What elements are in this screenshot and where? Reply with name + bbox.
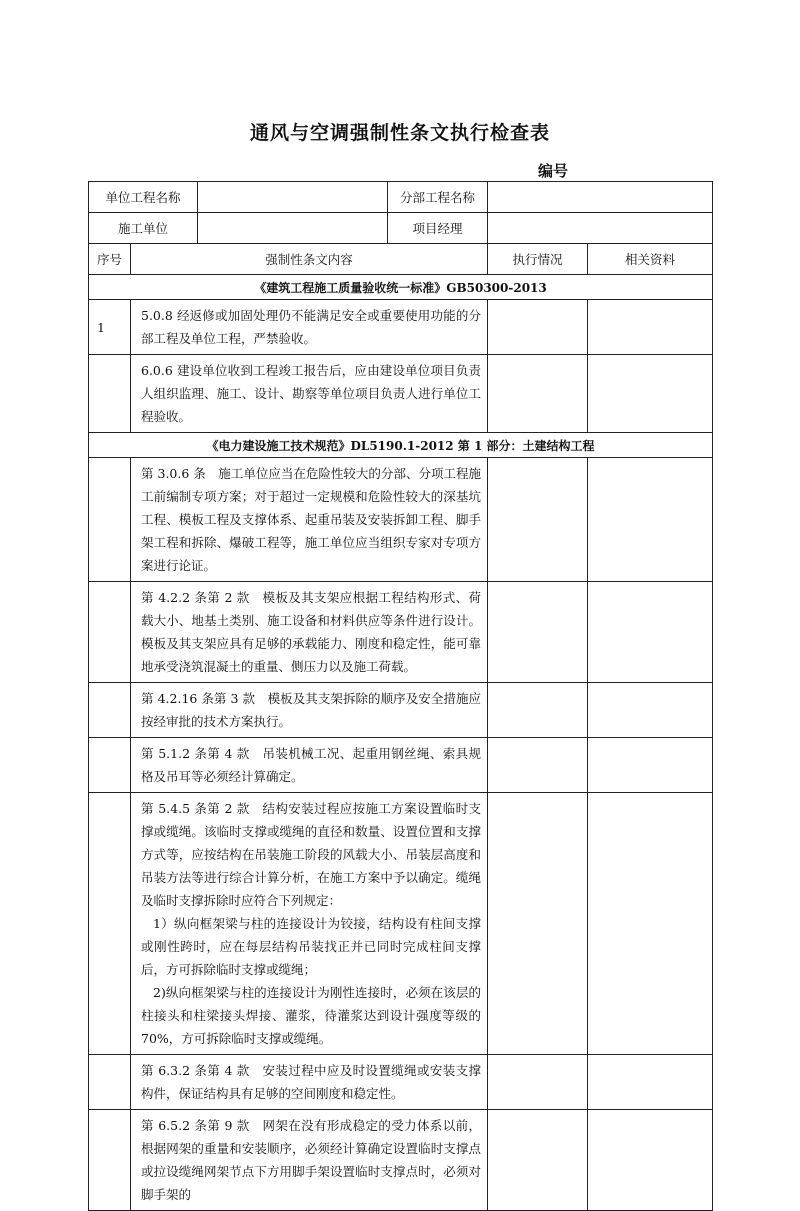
clause-content — [131, 683, 488, 738]
related-materials-cell[interactable] — [588, 458, 713, 582]
project-manager-value[interactable] — [488, 213, 713, 244]
clause-paragraph: 第 5.4.5 条第 2 款 结构安装过程应按施工方案设置临时支撑或缆绳。该临时支撑或缆绳的直径和数量、设置位置和支撑方式等，应按结构在吊装施工阶段的风载大小、吊装层高度和吊装方法等进行综合计算分析，在施工方案中予以确定。缆绳及临时支撑拆除时应符合下列规定： — [141, 801, 482, 908]
clause-paragraph: 5.0.8 经返修或加固处理仍不能满足安全或重要使用功能的分部工程及单位工程，严禁验收。 — [141, 308, 482, 346]
clause-content — [131, 738, 488, 793]
related-materials-cell[interactable] — [588, 683, 713, 738]
page-title: 通风与空调强制性条文执行检查表 — [249, 122, 550, 144]
clause-paragraph: 6.0.6 建设单位收到工程竣工报告后，应由建设单位项目负责人组织监理、施工、设计、勘察等单位项目负责人进行单位工程验收。 — [141, 363, 482, 424]
execution-status-cell[interactable] — [488, 300, 588, 355]
row-seq — [89, 582, 131, 683]
table-row — [89, 1110, 713, 1211]
related-materials-cell[interactable] — [588, 300, 713, 355]
execution-status-cell[interactable] — [488, 738, 588, 793]
table-row — [89, 582, 713, 683]
row-seq: 1 — [89, 300, 131, 355]
construction-unit-label: 施工单位 — [89, 213, 198, 244]
row-seq — [89, 793, 131, 1055]
execution-status-cell[interactable] — [488, 458, 588, 582]
section-heading-row — [89, 433, 713, 458]
clause-paragraph: 第 5.1.2 条第 4 款 吊装机械工况、起重用钢丝绳、索具规格及吊耳等必须经计算确定。 — [141, 746, 482, 784]
clause-content — [131, 355, 488, 433]
clause-paragraph: 第 3.0.6 条 施工单位应当在危险性较大的分部、分项工程施工前编制专项方案；对于超过一定规模和危险性较大的深基坑工程、模板工程及支撑体系、起重吊装及安装拆卸工程、脚手架工程和拆除、爆破工程等，施工单位应当组织专家对专项方案进行论证。 — [141, 466, 482, 573]
unit-project-value[interactable] — [198, 182, 388, 213]
clause-paragraph: 第 6.3.2 条第 4 款 安装过程中应及时设置缆绳或安装支撑构件，保证结构具有足够的空间刚度和稳定性。 — [141, 1063, 482, 1101]
section-heading: 《电力建设施工技术规范》DL5190.1-2012 第 1 部分：土建结构工程 — [89, 433, 713, 458]
clause-paragraph: 第 4.2.16 条第 3 款 模板及其支架拆除的顺序及安全措施应按经审批的技术方案执行。 — [141, 691, 482, 729]
sections-body — [89, 275, 713, 1211]
execution-status-cell[interactable] — [488, 1110, 588, 1211]
sub-project-value[interactable] — [488, 182, 713, 213]
execution-status-cell[interactable] — [488, 793, 588, 1055]
clause-content — [131, 300, 488, 355]
table-row — [89, 458, 713, 582]
column-header-materials: 相关资料 — [588, 244, 713, 275]
inspection-table — [88, 181, 713, 1211]
clause-paragraph: 2)纵向框架梁与柱的连接设计为刚性连接时，必须在该层的柱接头和柱梁接头焊接、灌浆，待灌浆达到设计强度等级的70%，方可拆除临时支撑或缆绳。 — [141, 985, 482, 1046]
column-header-status: 执行情况 — [488, 244, 588, 275]
column-header-row — [89, 244, 713, 275]
table-row — [89, 793, 713, 1055]
table-row — [89, 300, 713, 355]
related-materials-cell[interactable] — [588, 1110, 713, 1211]
execution-status-cell[interactable] — [488, 355, 588, 433]
related-materials-cell[interactable] — [588, 582, 713, 683]
table-row — [89, 683, 713, 738]
clause-content — [131, 458, 488, 582]
section-heading: 《建筑工程施工质量验收统一标准》GB50300-2013 — [89, 275, 713, 300]
execution-status-cell[interactable] — [488, 582, 588, 683]
column-header-content: 强制性条文内容 — [131, 244, 488, 275]
sub-project-label: 分部工程名称 — [388, 182, 488, 213]
clause-paragraph: 1）纵向框架梁与柱的连接设计为铰接，结构设有柱间支撑或刚性跨时，应在每层结构吊装找正并已同时完成柱间支撑后，方可拆除临时支撑或缆绳； — [141, 916, 482, 977]
clause-paragraph: 第 4.2.2 条第 2 款 模板及其支架应根据工程结构形式、荷载大小、地基土类别、施工设备和材料供应等条件进行设计。模板及其支架应具有足够的承载能力、刚度和稳定性，能可靠地承受浇筑混凝土的重量、侧压力以及施工荷载。 — [141, 590, 482, 674]
row-seq — [89, 683, 131, 738]
related-materials-cell[interactable] — [588, 738, 713, 793]
related-materials-cell[interactable] — [588, 355, 713, 433]
section-heading-row — [89, 275, 713, 300]
table-row — [89, 1055, 713, 1110]
clause-paragraph: 第 6.5.2 条第 9 款 网架在没有形成稳定的受力体系以前，根据网架的重量和安装顺序，必须经计算确定设置临时支撑点或拉设缆绳网架节点下方用脚手架设置临时支撑点时，必须对脚手架的 — [141, 1118, 482, 1202]
clause-content — [131, 582, 488, 683]
execution-status-cell[interactable] — [488, 1055, 588, 1110]
unit-project-label: 单位工程名称 — [89, 182, 198, 213]
construction-unit-value[interactable] — [198, 213, 388, 244]
form-code-label: 编号 — [538, 162, 569, 180]
execution-status-cell[interactable] — [488, 683, 588, 738]
row-seq — [89, 355, 131, 433]
clause-content — [131, 1110, 488, 1211]
row-seq — [89, 1110, 131, 1211]
related-materials-cell[interactable] — [588, 1055, 713, 1110]
clause-content — [131, 793, 488, 1055]
column-header-seq: 序号 — [89, 244, 131, 275]
table-row — [89, 355, 713, 433]
clause-content — [131, 1055, 488, 1110]
table-row — [89, 738, 713, 793]
row-seq — [89, 1055, 131, 1110]
row-seq — [89, 458, 131, 582]
project-manager-label: 项目经理 — [388, 213, 488, 244]
related-materials-cell[interactable] — [588, 793, 713, 1055]
row-seq — [89, 738, 131, 793]
